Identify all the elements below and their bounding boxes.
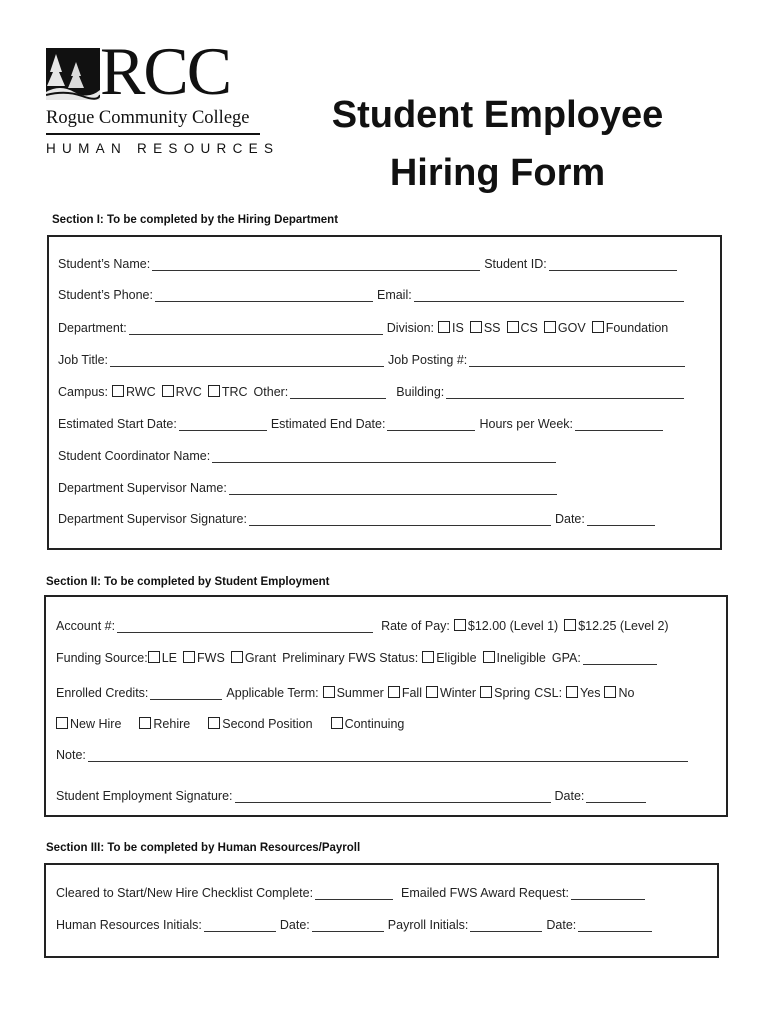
campus-option: TRC <box>221 385 248 399</box>
division-option: IS <box>452 321 464 335</box>
term-option: Summer <box>336 686 384 700</box>
building-field[interactable] <box>446 384 684 399</box>
payroll-date-field[interactable] <box>578 917 652 932</box>
title-line-1: Student Employee <box>331 94 664 136</box>
student-id-field[interactable] <box>549 256 677 271</box>
logo-letters: RCC <box>100 33 231 109</box>
csl-label: CSL: <box>534 686 563 700</box>
hr-date-field[interactable] <box>312 917 384 932</box>
funding-option: FWS <box>197 651 225 665</box>
fws-eligible-checkbox[interactable] <box>422 651 434 663</box>
credits-field[interactable] <box>150 685 222 700</box>
division-option: Foundation <box>605 321 669 335</box>
term-option: Spring <box>494 686 531 700</box>
payroll-date-label: Date: <box>546 918 577 932</box>
campus-trc-checkbox[interactable] <box>208 385 220 397</box>
csl-option: Yes <box>580 686 601 700</box>
department-field[interactable] <box>129 320 383 335</box>
term-option: Fall <box>401 686 422 700</box>
department-label: Department: <box>58 321 127 335</box>
supervisor-signature-field[interactable] <box>249 511 551 526</box>
student-employment-date-label: Date: <box>554 789 585 803</box>
fws-option: Eligible <box>436 651 477 665</box>
college-name: Rogue Community College <box>46 108 250 128</box>
section-3-box <box>44 863 719 958</box>
supervisor-date-field[interactable] <box>587 511 655 526</box>
division-is-checkbox[interactable] <box>438 321 450 333</box>
csl-option: No <box>618 686 635 700</box>
hire-option: New Hire <box>70 717 122 731</box>
form-title <box>310 86 685 202</box>
note-label: Note: <box>56 748 86 762</box>
email-label: Email: <box>376 288 412 302</box>
title-line-2: Hiring Form <box>389 152 606 194</box>
student-employment-signature-label: Student Employment Signature: <box>56 789 233 803</box>
student-employment-date-field[interactable] <box>586 788 646 803</box>
rate-label: Rate of Pay: <box>381 619 450 633</box>
rate-option: $12.00 (Level 1) <box>467 619 559 633</box>
supervisor-label: Department Supervisor Name: <box>58 481 227 495</box>
section-1-heading: Section I: To be completed by the Hiring Department <box>52 214 339 226</box>
division-label: Division: <box>386 321 435 335</box>
division-option: CS <box>520 321 538 335</box>
fws-ineligible-checkbox[interactable] <box>483 651 495 663</box>
hire-option: Second Position <box>222 717 313 731</box>
hr-date-label: Date: <box>279 918 310 932</box>
term-label: Applicable Term: <box>226 686 319 700</box>
hire-option: Rehire <box>153 717 191 731</box>
campus-rvc-checkbox[interactable] <box>162 385 174 397</box>
fws-status-label: Preliminary FWS Status: <box>282 651 419 665</box>
rate-option: $12.25 (Level 2) <box>578 619 669 633</box>
student-name-field[interactable] <box>152 256 480 271</box>
term-summer-checkbox[interactable] <box>323 686 335 698</box>
funding-fws-checkbox[interactable] <box>183 651 195 663</box>
rate-level-2-checkbox[interactable] <box>564 619 576 631</box>
other-field[interactable] <box>290 384 386 399</box>
account-field[interactable] <box>117 618 373 633</box>
job-title-label: Job Title: <box>58 353 109 367</box>
hours-label: Hours per Week: <box>479 417 574 431</box>
new-hire-checkbox[interactable] <box>56 717 68 729</box>
account-label: Account #: <box>56 619 116 633</box>
term-winter-checkbox[interactable] <box>426 686 438 698</box>
student-phone-label: Student’s Phone: <box>58 288 153 302</box>
start-date-label: Estimated Start Date: <box>58 417 177 431</box>
csl-yes-checkbox[interactable] <box>566 686 578 698</box>
rehire-checkbox[interactable] <box>139 717 151 729</box>
note-field[interactable] <box>88 747 688 762</box>
funding-le-checkbox[interactable] <box>148 651 160 663</box>
section-2-heading: Section II: To be completed by Student Employment <box>46 576 330 588</box>
term-spring-checkbox[interactable] <box>480 686 492 698</box>
rate-level-1-checkbox[interactable] <box>454 619 466 631</box>
cleared-field[interactable] <box>315 885 393 900</box>
campus-rwc-checkbox[interactable] <box>112 385 124 397</box>
student-employment-signature-field[interactable] <box>235 788 551 803</box>
start-date-field[interactable] <box>179 416 267 431</box>
coordinator-label: Student Coordinator Name: <box>58 449 211 463</box>
hire-option: Continuing <box>344 717 405 731</box>
payroll-initials-field[interactable] <box>470 917 542 932</box>
division-ss-checkbox[interactable] <box>470 321 482 333</box>
funding-option: Grant <box>244 651 277 665</box>
payroll-initials-label: Payroll Initials: <box>387 918 469 932</box>
supervisor-date-label: Date: <box>554 512 585 526</box>
end-date-field[interactable] <box>387 416 475 431</box>
second-position-checkbox[interactable] <box>208 717 220 729</box>
student-phone-field[interactable] <box>155 287 373 302</box>
job-posting-label: Job Posting #: <box>388 353 468 367</box>
continuing-checkbox[interactable] <box>331 717 343 729</box>
supervisor-field[interactable] <box>229 480 557 495</box>
email-field[interactable] <box>414 287 684 302</box>
term-fall-checkbox[interactable] <box>388 686 400 698</box>
emailed-label: Emailed FWS Award Request: <box>401 886 569 900</box>
term-option: Winter <box>439 686 477 700</box>
division-gov-checkbox[interactable] <box>544 321 556 333</box>
campus-option: RWC <box>126 385 156 399</box>
hr-initials-field[interactable] <box>204 917 276 932</box>
department-name: HUMAN RESOURCES <box>46 141 280 156</box>
campus-label: Campus: <box>58 385 109 399</box>
other-label: Other: <box>253 385 289 399</box>
credits-label: Enrolled Credits: <box>56 686 149 700</box>
hours-field[interactable] <box>575 416 663 431</box>
end-date-label: Estimated End Date: <box>270 417 386 431</box>
funding-option: LE <box>161 651 178 665</box>
gpa-field[interactable] <box>583 650 657 665</box>
division-option: SS <box>483 321 501 335</box>
emailed-field[interactable] <box>571 885 645 900</box>
division-cs-checkbox[interactable] <box>507 321 519 333</box>
supervisor-signature-label: Department Supervisor Signature: <box>58 512 247 526</box>
division-option: GOV <box>557 321 586 335</box>
gpa-label: GPA: <box>551 651 581 665</box>
funding-label: Funding Source: <box>56 651 148 665</box>
logo-divider <box>46 133 260 135</box>
job-title-field[interactable] <box>110 352 384 367</box>
fws-option: Ineligible <box>496 651 546 665</box>
job-posting-field[interactable] <box>469 352 685 367</box>
csl-no-checkbox[interactable] <box>604 686 616 698</box>
division-foundation-checkbox[interactable] <box>592 321 604 333</box>
campus-option: RVC <box>175 385 202 399</box>
student-id-label: Student ID: <box>484 257 547 271</box>
funding-grant-checkbox[interactable] <box>231 651 243 663</box>
student-name-label: Student’s Name: <box>58 257 151 271</box>
coordinator-field[interactable] <box>212 448 556 463</box>
building-label: Building: <box>396 385 445 399</box>
tree-logo-icon <box>46 48 100 100</box>
section-3-heading: Section III: To be completed by Human Resources/Payroll <box>46 842 361 854</box>
cleared-label: Cleared to Start/New Hire Checklist Complete: <box>56 886 314 900</box>
hr-initials-label: Human Resources Initials: <box>56 918 202 932</box>
